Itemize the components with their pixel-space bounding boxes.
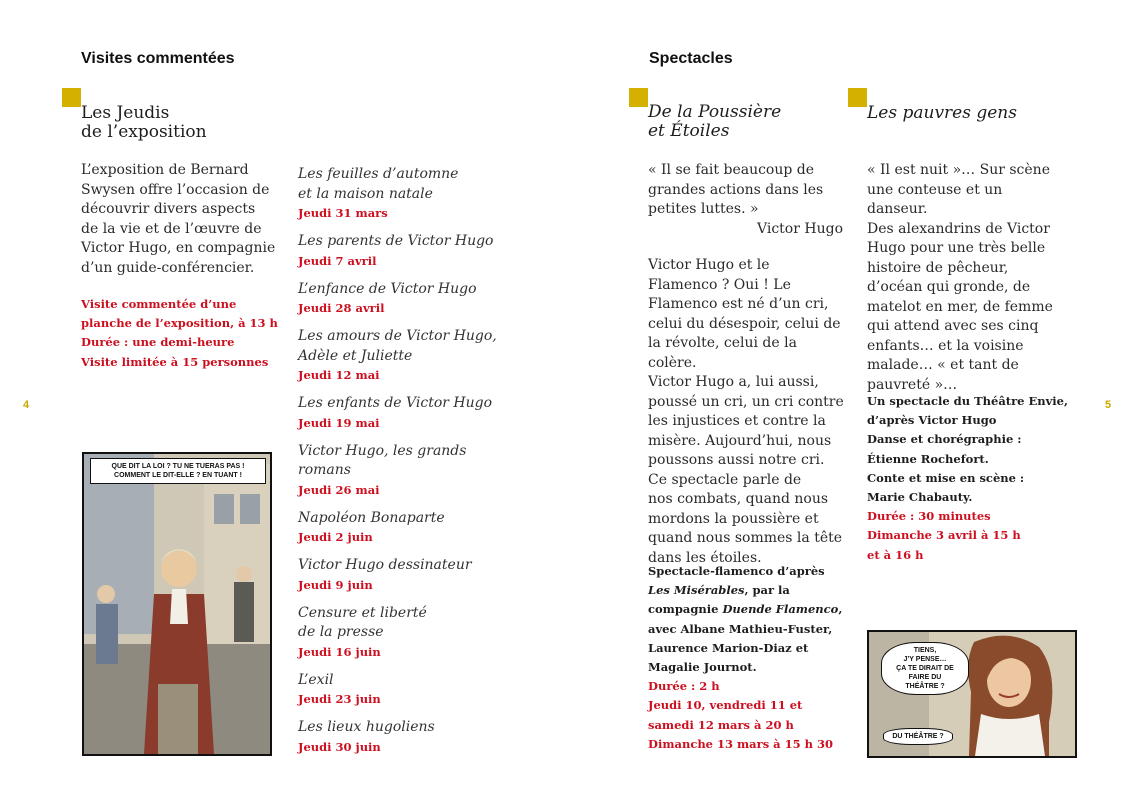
speech-bubble: DU THÉÂTRE ? bbox=[883, 728, 953, 745]
body-line: malade… « et tant de bbox=[867, 357, 1019, 373]
visit-item bbox=[298, 604, 498, 661]
visit-title: L’enfance de Victor Hugo bbox=[298, 280, 477, 297]
body-line: Ce spectacle parle de bbox=[648, 471, 802, 488]
visit-date: Jeudi 23 juin bbox=[298, 692, 381, 706]
body-line: mordons la poussière et bbox=[648, 510, 819, 527]
heading-line: et Étoiles bbox=[648, 121, 730, 141]
show2-body bbox=[867, 161, 1067, 395]
body-line: pauvreté »… bbox=[867, 376, 958, 393]
schedule-line: Durée : 30 minutes bbox=[867, 509, 991, 524]
quote-line: grandes actions dans les bbox=[648, 181, 824, 198]
visit-date: Jeudi 7 avril bbox=[298, 253, 377, 268]
credits-line: Conte et mise en scène : bbox=[867, 470, 1025, 485]
credits-line bbox=[648, 581, 848, 600]
visit-title: Les enfants de Victor Hugo bbox=[298, 395, 493, 411]
visit-date: Jeudi 2 juin bbox=[298, 530, 373, 544]
credits-line: Étienne Rochefort. bbox=[867, 451, 989, 466]
visit-date: Jeudi 28 avril bbox=[298, 301, 385, 315]
body-line: poussé un cri, un cri contre bbox=[648, 393, 844, 410]
visit-title: Les feuilles d’automne bbox=[298, 166, 459, 182]
info-line: planche de l’exposition, à 13 h bbox=[81, 316, 278, 331]
schedule-line: et à 16 h bbox=[867, 547, 924, 562]
credits-company-suffix: , bbox=[838, 602, 843, 617]
credits-work: Les Misérables bbox=[648, 583, 745, 598]
visit-item bbox=[298, 232, 498, 270]
heading-line: Les pauvres gens bbox=[867, 103, 1017, 123]
comic-illustration bbox=[84, 454, 270, 754]
body-line: les injustices et contre la bbox=[648, 413, 826, 429]
body-line: d’océan qui gronde, de bbox=[867, 279, 1031, 295]
info-line: Visite commentée d’une bbox=[81, 297, 237, 311]
credits-company: Duende Flamenco bbox=[722, 602, 839, 617]
body-line: Victor Hugo a, lui aussi, bbox=[648, 374, 819, 390]
credits-line: avec Albane Mathieu-Fuster, bbox=[648, 621, 833, 636]
quote-block bbox=[648, 161, 843, 239]
visit-item bbox=[298, 671, 498, 709]
schedule-line: samedi 12 mars à 20 h bbox=[648, 717, 794, 732]
body-line: « Il est nuit »… Sur scène bbox=[867, 162, 1050, 178]
page-number: 5 bbox=[1105, 399, 1112, 411]
bubble-line: COMMENT LE DIT-ELLE ? EN TUANT ! bbox=[114, 472, 242, 479]
heading-jeudis bbox=[81, 104, 207, 142]
visit-item bbox=[298, 556, 498, 594]
visit-title: Napoléon Bonaparte bbox=[298, 509, 445, 526]
body-line: la révolte, celui de la colère. bbox=[648, 335, 797, 371]
section-marker-square bbox=[629, 88, 648, 107]
comic-panel-hugo bbox=[82, 452, 272, 756]
body-line: nos combats, quand nous bbox=[648, 491, 829, 507]
visit-date: Jeudi 31 mars bbox=[298, 206, 388, 220]
body-line: histoire de pêcheur, bbox=[867, 259, 1009, 276]
body-line: Flamenco est né d’un cri, bbox=[648, 296, 829, 312]
quote-signature: Victor Hugo bbox=[757, 220, 843, 237]
intro-line: de la vie et de l’œuvre de bbox=[81, 220, 262, 237]
speech-bubble bbox=[881, 642, 969, 695]
body-line: celui du désespoir, celui de bbox=[648, 315, 841, 332]
visit-item bbox=[298, 442, 498, 499]
intro-line: L’exposition de Bernard bbox=[81, 162, 249, 178]
schedule-line: Dimanche 13 mars à 15 h 30 bbox=[648, 736, 833, 751]
credits-line: Laurence Marion-Diaz et bbox=[648, 640, 809, 655]
body-line: qui attend avec ses cinq bbox=[867, 318, 1039, 334]
visit-item bbox=[298, 327, 498, 384]
heading-line: de l’exposition bbox=[81, 122, 207, 142]
visit-item bbox=[298, 394, 498, 432]
visit-item bbox=[298, 718, 498, 756]
speech-bubble bbox=[90, 458, 266, 484]
visit-date: Jeudi 16 juin bbox=[298, 644, 381, 659]
visit-item bbox=[298, 509, 498, 547]
bubble-line: THÉÂTRE ? bbox=[905, 683, 945, 690]
comic-panel-woman bbox=[867, 630, 1077, 758]
page-number: 4 bbox=[23, 399, 30, 411]
credits-line: Un spectacle du Théâtre Envie, bbox=[867, 394, 1068, 408]
visit-date: Jeudi 19 mai bbox=[298, 415, 380, 430]
intro-text bbox=[81, 161, 281, 278]
intro-line: Swysen offre l’occasion de bbox=[81, 181, 270, 198]
body-line: dans les étoiles. bbox=[648, 549, 762, 566]
body-line: quand nous sommes la tête bbox=[648, 530, 843, 546]
visit-title: Les amours de Victor Hugo, bbox=[298, 328, 497, 344]
show1-body bbox=[648, 256, 848, 568]
visit-title: Censure et liberté bbox=[298, 604, 427, 621]
body-line: Hugo pour une très belle bbox=[867, 240, 1046, 256]
visit-item bbox=[298, 165, 498, 222]
show2-credits bbox=[867, 392, 1072, 565]
quote-line: « Il se fait beaucoup de bbox=[648, 162, 815, 178]
section-title-visites: Visites commentées bbox=[81, 50, 235, 67]
body-line: Flamenco ? Oui ! Le bbox=[648, 276, 791, 293]
schedule-line: Dimanche 3 avril à 15 h bbox=[867, 528, 1021, 543]
intro-line: découvrir divers aspects bbox=[81, 201, 256, 217]
bubble-line: QUE DIT LA LOI ? TU NE TUERAS PAS ! bbox=[111, 463, 245, 470]
body-line: une conteuse et un danseur. bbox=[867, 181, 1003, 217]
credits-line: Spectacle-flamenco d’après bbox=[648, 564, 825, 578]
bubble-line: FAIRE DU bbox=[908, 674, 942, 681]
section-marker-square bbox=[848, 88, 867, 107]
visit-date: Jeudi 12 mai bbox=[298, 368, 380, 382]
bubble-line: TIENS, bbox=[913, 647, 937, 654]
visit-date: Jeudi 30 juin bbox=[298, 739, 381, 754]
visit-info bbox=[81, 295, 291, 372]
credits-line: Danse et chorégraphie : bbox=[867, 432, 1022, 447]
body-line: matelot en mer, de femme bbox=[867, 298, 1053, 315]
body-line: poussons aussi notre cri. bbox=[648, 452, 825, 468]
heading-pauvres-gens bbox=[867, 104, 1017, 123]
heading-line: De la Poussière bbox=[648, 102, 782, 122]
credits-company-prefix: compagnie bbox=[648, 602, 723, 617]
body-line: Des alexandrins de Victor bbox=[867, 220, 1050, 237]
visit-title: Les lieux hugoliens bbox=[298, 719, 435, 735]
show1-credits bbox=[648, 562, 848, 754]
credits-line: Marie Chabauty. bbox=[867, 490, 973, 505]
credits-line: d’après Victor Hugo bbox=[867, 413, 997, 428]
credits-line bbox=[648, 600, 848, 619]
visit-item bbox=[298, 280, 498, 318]
visit-title: L’exil bbox=[298, 671, 334, 688]
visit-title: romans bbox=[298, 462, 351, 478]
body-line: enfants… et la voisine bbox=[867, 337, 1024, 354]
heading-line: Les Jeudis bbox=[81, 103, 170, 123]
section-marker-square bbox=[62, 88, 81, 107]
heading-poussiere bbox=[648, 103, 781, 141]
visit-date: Jeudi 26 mai bbox=[298, 482, 380, 497]
schedule-line: Durée : 2 h bbox=[648, 679, 720, 694]
visit-title: de la presse bbox=[298, 624, 384, 640]
visit-title: Adèle et Juliette bbox=[298, 347, 413, 364]
credits-line: Magalie Journot. bbox=[648, 660, 757, 675]
bubble-line: ÇA TE DIRAIT DE bbox=[896, 665, 954, 672]
intro-line: d’un guide-conférencier. bbox=[81, 259, 255, 276]
schedule-line: Jeudi 10, vendredi 11 et bbox=[648, 698, 803, 713]
info-line: Durée : une demi-heure bbox=[81, 335, 235, 350]
credits-mid: , par la bbox=[744, 583, 790, 598]
visit-list bbox=[298, 165, 498, 766]
bubble-line: J’Y PENSE… bbox=[903, 656, 947, 663]
visit-title: et la maison natale bbox=[298, 185, 433, 202]
section-title-spectacles: Spectacles bbox=[649, 50, 733, 67]
quote-line: petites luttes. » bbox=[648, 201, 759, 217]
visit-date: Jeudi 9 juin bbox=[298, 577, 373, 592]
visit-title: Victor Hugo, les grands bbox=[298, 442, 467, 459]
intro-line: Victor Hugo, en compagnie bbox=[81, 240, 276, 256]
visit-title: Les parents de Victor Hugo bbox=[298, 233, 494, 249]
visit-title: Victor Hugo dessinateur bbox=[298, 557, 472, 573]
body-line: Victor Hugo et le bbox=[648, 257, 770, 273]
info-line: Visite limitée à 15 personnes bbox=[81, 354, 269, 369]
body-line: misère. Aujourd’hui, nous bbox=[648, 432, 832, 449]
